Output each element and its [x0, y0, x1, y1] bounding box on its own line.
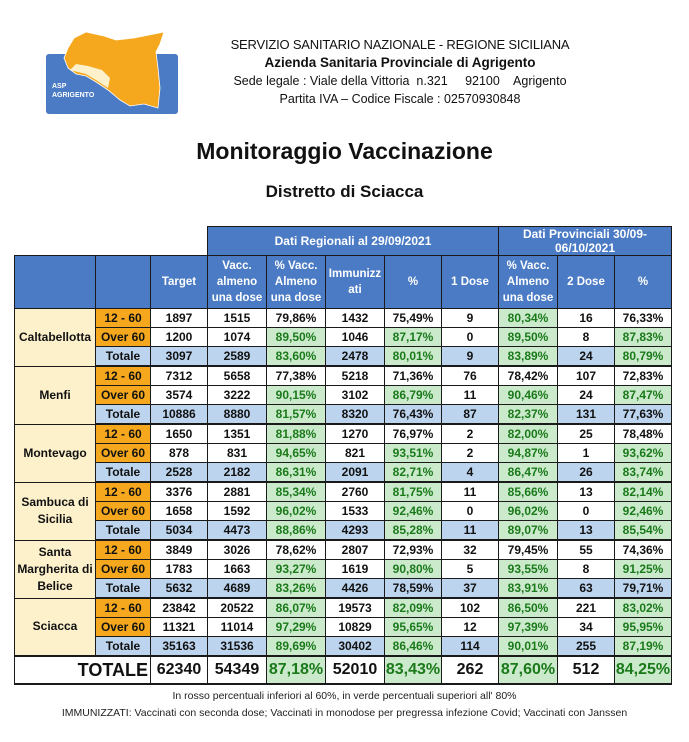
pct-vacc-prov-value: 85,66% — [499, 482, 558, 502]
dose1-value: 11 — [442, 482, 499, 502]
vacc-value: 1663 — [208, 560, 267, 579]
pct-vacc-value: 90,15% — [267, 386, 326, 405]
vacc-value: 5658 — [208, 366, 267, 386]
pct-prov-value: 95,95% — [615, 618, 672, 637]
grand-total-target: 62340 — [151, 656, 208, 684]
pct-vacc-prov-value: 90,46% — [499, 386, 558, 405]
vacc-value: 4473 — [208, 521, 267, 541]
pct-immunizzati-value: 76,97% — [385, 424, 442, 444]
table-row — [15, 386, 672, 405]
pct-vacc-prov-value: 79,45% — [499, 540, 558, 560]
pct-immunizzati-value: 90,80% — [385, 560, 442, 579]
vacc-value: 3222 — [208, 386, 267, 405]
pct-immunizzati-value: 75,49% — [385, 309, 442, 328]
table-row — [15, 405, 672, 425]
vacc-value: 8880 — [208, 405, 267, 425]
pct-immunizzati-value: 87,17% — [385, 328, 442, 347]
age-group: Over 60 — [96, 386, 151, 405]
age-group: Over 60 — [96, 444, 151, 463]
pct-vacc-prov-value: 89,50% — [499, 328, 558, 347]
dose1-value: 4 — [442, 463, 499, 483]
page-subtitle: Distretto di Sciacca — [265, 182, 424, 201]
grand-total-pct-vacc2: 87,60% — [499, 656, 558, 684]
vacc-value: 3026 — [208, 540, 267, 560]
vaccination-table — [14, 226, 672, 685]
pct-vacc-value: 97,29% — [267, 618, 326, 637]
table-row — [15, 579, 672, 599]
age-group: 12 - 60 — [96, 366, 151, 386]
target-value: 1650 — [151, 424, 208, 444]
age-group: 12 - 60 — [96, 309, 151, 328]
pct-vacc-prov-value: 89,07% — [499, 521, 558, 541]
dose1-value: 5 — [442, 560, 499, 579]
immunizzati-value: 5218 — [326, 366, 385, 386]
col-header-vacc: Vacc. almeno una dose — [208, 256, 267, 309]
pct-prov-value: 76,33% — [615, 309, 672, 328]
dose1-value: 32 — [442, 540, 499, 560]
target-value: 11321 — [151, 618, 208, 637]
pct-vacc-value: 89,50% — [267, 328, 326, 347]
dose2-value: 13 — [558, 521, 615, 541]
table-row — [15, 482, 672, 502]
pct-prov-value: 77,63% — [615, 405, 672, 425]
pct-vacc-value: 96,02% — [267, 502, 326, 521]
pct-vacc-value: 79,86% — [267, 309, 326, 328]
vacc-value: 1351 — [208, 424, 267, 444]
age-group: 12 - 60 — [96, 482, 151, 502]
page-title: Monitoraggio Vaccinazione — [196, 138, 493, 164]
target-value: 35163 — [151, 637, 208, 657]
dose1-value: 9 — [442, 347, 499, 367]
dose1-value: 11 — [442, 386, 499, 405]
dose1-value: 11 — [442, 521, 499, 541]
grand-total-d2: 512 — [558, 656, 615, 684]
target-value: 1200 — [151, 328, 208, 347]
pct-immunizzati-value: 81,75% — [385, 482, 442, 502]
col-header-dose1: 1 Dose — [442, 256, 499, 309]
col-header-dose2: 2 Dose — [558, 256, 615, 309]
vacc-value: 1074 — [208, 328, 267, 347]
header-line-1: SERVIZIO SANITARIO NAZIONALE - REGIONE SICILIANA — [230, 37, 570, 52]
dose2-value: 255 — [558, 637, 615, 657]
table-row — [15, 444, 672, 463]
table-row — [15, 463, 672, 483]
dose1-value: 12 — [442, 618, 499, 637]
pct-prov-value: 87,47% — [615, 386, 672, 405]
pct-immunizzati-value: 72,93% — [385, 540, 442, 560]
age-group: Over 60 — [96, 328, 151, 347]
immunizzati-value: 1533 — [326, 502, 385, 521]
table-row — [15, 309, 672, 328]
dose2-value: 221 — [558, 598, 615, 618]
district-name: Montevago — [15, 424, 96, 482]
pct-vacc-value: 94,65% — [267, 444, 326, 463]
pct-immunizzati-value: 85,28% — [385, 521, 442, 541]
dose1-value: 37 — [442, 579, 499, 599]
pct-prov-value: 87,19% — [615, 637, 672, 657]
dose2-value: 24 — [558, 347, 615, 367]
table-row — [15, 540, 672, 560]
pct-vacc-prov-value: 86,47% — [499, 463, 558, 483]
pct-vacc-prov-value: 90,01% — [499, 637, 558, 657]
col-header-age — [96, 256, 151, 309]
col-header-district — [15, 256, 96, 309]
pct-vacc-value: 81,57% — [267, 405, 326, 425]
pct-vacc-value: 78,62% — [267, 540, 326, 560]
vacc-value: 1592 — [208, 502, 267, 521]
pct-vacc-prov-value: 82,00% — [499, 424, 558, 444]
dose2-value: 131 — [558, 405, 615, 425]
pct-immunizzati-value: 76,43% — [385, 405, 442, 425]
pct-vacc-prov-value: 83,91% — [499, 579, 558, 599]
dose1-value: 114 — [442, 637, 499, 657]
dose2-value: 63 — [558, 579, 615, 599]
target-value: 3097 — [151, 347, 208, 367]
header-line-3: Sede legale : Viale della Vittoria n.321 92100 Agrigento — [233, 74, 567, 88]
target-value: 10886 — [151, 405, 208, 425]
age-group: 12 - 60 — [96, 540, 151, 560]
vacc-value: 2589 — [208, 347, 267, 367]
pct-prov-value: 72,83% — [615, 366, 672, 386]
pct-vacc-prov-value: 93,55% — [499, 560, 558, 579]
pct-prov-value: 82,14% — [615, 482, 672, 502]
target-value: 2528 — [151, 463, 208, 483]
pct-vacc-prov-value: 94,87% — [499, 444, 558, 463]
pct-vacc-value: 77,38% — [267, 366, 326, 386]
dose1-value: 2 — [442, 444, 499, 463]
pct-vacc-prov-value: 80,34% — [499, 309, 558, 328]
pct-immunizzati-value: 71,36% — [385, 366, 442, 386]
district-name: Menfi — [15, 366, 96, 424]
asp-agrigento-logo — [46, 30, 178, 114]
footnote-color-legend: In rosso percentuali inferiori al 60%, in verde percentuali superiori all' 80% — [172, 690, 517, 702]
pct-prov-value: 93,62% — [615, 444, 672, 463]
immunizzati-value: 1046 — [326, 328, 385, 347]
dose2-value: 13 — [558, 482, 615, 502]
pct-immunizzati-value: 80,01% — [385, 347, 442, 367]
table-row — [15, 637, 672, 657]
age-group: Over 60 — [96, 618, 151, 637]
target-value: 3849 — [151, 540, 208, 560]
immunizzati-value: 2478 — [326, 347, 385, 367]
grand-total-pct2: 84,25% — [615, 656, 672, 684]
pct-vacc-prov-value: 83,89% — [499, 347, 558, 367]
pct-immunizzati-value: 95,65% — [385, 618, 442, 637]
vacc-value: 1515 — [208, 309, 267, 328]
svg-text:AGRIGENTO: AGRIGENTO — [52, 92, 95, 99]
immunizzati-value: 4426 — [326, 579, 385, 599]
pct-prov-value: 83,02% — [615, 598, 672, 618]
dose1-value: 2 — [442, 424, 499, 444]
dose1-value: 102 — [442, 598, 499, 618]
col-header-immunizzati: Immunizz ati — [326, 256, 385, 309]
vacc-value: 31536 — [208, 637, 267, 657]
pct-immunizzati-value: 92,46% — [385, 502, 442, 521]
target-value: 1897 — [151, 309, 208, 328]
table-row — [15, 502, 672, 521]
pct-prov-value: 80,79% — [615, 347, 672, 367]
grand-total-pct-vacc: 87,18% — [267, 656, 326, 684]
district-name: Santa Margherita di Belice — [15, 540, 96, 598]
pct-immunizzati-value: 82,09% — [385, 598, 442, 618]
pct-vacc-value: 81,88% — [267, 424, 326, 444]
table-row — [15, 618, 672, 637]
footnote-immunizzati: IMMUNIZZATI: Vaccinati con seconda dose; Vaccinati in monodose per pregressa infezione Covid; Vaccinati con Janssen — [61, 707, 628, 719]
pct-vacc-prov-value: 97,39% — [499, 618, 558, 637]
pct-prov-value: 91,25% — [615, 560, 672, 579]
table-row — [15, 328, 672, 347]
dose2-value: 107 — [558, 366, 615, 386]
dose1-value: 0 — [442, 328, 499, 347]
col-header-pct-vacc: % Vacc. Almeno una dose — [267, 256, 326, 309]
immunizzati-value: 2760 — [326, 482, 385, 502]
pct-vacc-value: 85,34% — [267, 482, 326, 502]
age-group: 12 - 60 — [96, 424, 151, 444]
col-header-pct: % — [385, 256, 442, 309]
immunizzati-value: 2807 — [326, 540, 385, 560]
pct-vacc-value: 93,27% — [267, 560, 326, 579]
table-row — [15, 560, 672, 579]
immunizzati-value: 30402 — [326, 637, 385, 657]
dose2-value: 8 — [558, 328, 615, 347]
dose1-value: 76 — [442, 366, 499, 386]
grand-total-row — [15, 656, 672, 684]
pct-vacc-prov-value: 82,37% — [499, 405, 558, 425]
dose2-value: 24 — [558, 386, 615, 405]
pct-vacc-value: 83,26% — [267, 579, 326, 599]
immunizzati-value: 8320 — [326, 405, 385, 425]
target-value: 1658 — [151, 502, 208, 521]
pct-immunizzati-value: 82,71% — [385, 463, 442, 483]
age-group: Totale — [96, 637, 151, 657]
pct-prov-value: 78,48% — [615, 424, 672, 444]
dose2-value: 8 — [558, 560, 615, 579]
pct-prov-value: 92,46% — [615, 502, 672, 521]
vacc-value: 4689 — [208, 579, 267, 599]
immunizzati-value: 19573 — [326, 598, 385, 618]
target-value: 7312 — [151, 366, 208, 386]
immunizzati-value: 1270 — [326, 424, 385, 444]
letterhead — [0, 0, 689, 120]
immunizzati-value: 10829 — [326, 618, 385, 637]
target-value: 3376 — [151, 482, 208, 502]
vacc-value: 11014 — [208, 618, 267, 637]
district-name: Caltabellotta — [15, 309, 96, 367]
dose1-value: 9 — [442, 309, 499, 328]
pct-vacc-prov-value: 78,42% — [499, 366, 558, 386]
table-row — [15, 366, 672, 386]
target-value: 1783 — [151, 560, 208, 579]
grand-total-imm: 52010 — [326, 656, 385, 684]
table-row — [15, 347, 672, 367]
pct-vacc-value: 88,86% — [267, 521, 326, 541]
dose1-value: 0 — [442, 502, 499, 521]
pct-prov-value: 87,83% — [615, 328, 672, 347]
pct-vacc-value: 89,69% — [267, 637, 326, 657]
col-header-target: Target — [151, 256, 208, 309]
col-header-pct-prov: % — [615, 256, 672, 309]
age-group: Over 60 — [96, 560, 151, 579]
pct-vacc-prov-value: 96,02% — [499, 502, 558, 521]
col-header-pct-vacc-prov: % Vacc. Almeno una dose — [499, 256, 558, 309]
pct-prov-value: 74,36% — [615, 540, 672, 560]
age-group: Totale — [96, 521, 151, 541]
dose1-value: 87 — [442, 405, 499, 425]
group-header-regional: Dati Regionali al 29/09/2021 — [208, 227, 499, 256]
pct-vacc-value: 86,07% — [267, 598, 326, 618]
age-group: Totale — [96, 405, 151, 425]
dose2-value: 55 — [558, 540, 615, 560]
pct-vacc-value: 83,60% — [267, 347, 326, 367]
immunizzati-value: 1619 — [326, 560, 385, 579]
vacc-value: 2881 — [208, 482, 267, 502]
immunizzati-value: 4293 — [326, 521, 385, 541]
header-line-4: Partita IVA – Codice Fiscale : 02570930848 — [279, 92, 521, 106]
table-row — [15, 598, 672, 618]
dose2-value: 25 — [558, 424, 615, 444]
target-value: 3574 — [151, 386, 208, 405]
pct-immunizzati-value: 86,79% — [385, 386, 442, 405]
pct-immunizzati-value: 78,59% — [385, 579, 442, 599]
footnotes — [0, 688, 689, 722]
district-name: Sciacca — [15, 598, 96, 656]
target-value: 5632 — [151, 579, 208, 599]
immunizzati-value: 821 — [326, 444, 385, 463]
age-group: 12 - 60 — [96, 598, 151, 618]
vacc-value: 831 — [208, 444, 267, 463]
target-value: 5034 — [151, 521, 208, 541]
vacc-value: 2182 — [208, 463, 267, 483]
pct-vacc-prov-value: 86,50% — [499, 598, 558, 618]
table-row — [15, 424, 672, 444]
pct-vacc-value: 86,31% — [267, 463, 326, 483]
age-group: Totale — [96, 463, 151, 483]
pct-prov-value: 79,71% — [615, 579, 672, 599]
immunizzati-value: 1432 — [326, 309, 385, 328]
age-group: Totale — [96, 579, 151, 599]
dose2-value: 0 — [558, 502, 615, 521]
dose2-value: 1 — [558, 444, 615, 463]
dose2-value: 16 — [558, 309, 615, 328]
grand-total-pct: 83,43% — [385, 656, 442, 684]
dose2-value: 26 — [558, 463, 615, 483]
pct-prov-value: 85,54% — [615, 521, 672, 541]
table-row — [15, 521, 672, 541]
immunizzati-value: 2091 — [326, 463, 385, 483]
grand-total-label: TOTALE — [15, 656, 151, 684]
svg-text:ASP: ASP — [52, 83, 67, 90]
pct-immunizzati-value: 86,46% — [385, 637, 442, 657]
grand-total-d1: 262 — [442, 656, 499, 684]
immunizzati-value: 3102 — [326, 386, 385, 405]
group-header-provincial: Dati Provinciali 30/09-06/10/2021 — [499, 227, 672, 256]
target-value: 23842 — [151, 598, 208, 618]
vacc-value: 20522 — [208, 598, 267, 618]
district-name: Sambuca di Sicilia — [15, 482, 96, 540]
dose2-value: 34 — [558, 618, 615, 637]
grand-total-vacc: 54349 — [208, 656, 267, 684]
header-line-2: Azienda Sanitaria Provinciale di Agrigento — [264, 55, 536, 70]
age-group: Totale — [96, 347, 151, 367]
pct-immunizzati-value: 93,51% — [385, 444, 442, 463]
target-value: 878 — [151, 444, 208, 463]
pct-prov-value: 83,74% — [615, 463, 672, 483]
age-group: Over 60 — [96, 502, 151, 521]
